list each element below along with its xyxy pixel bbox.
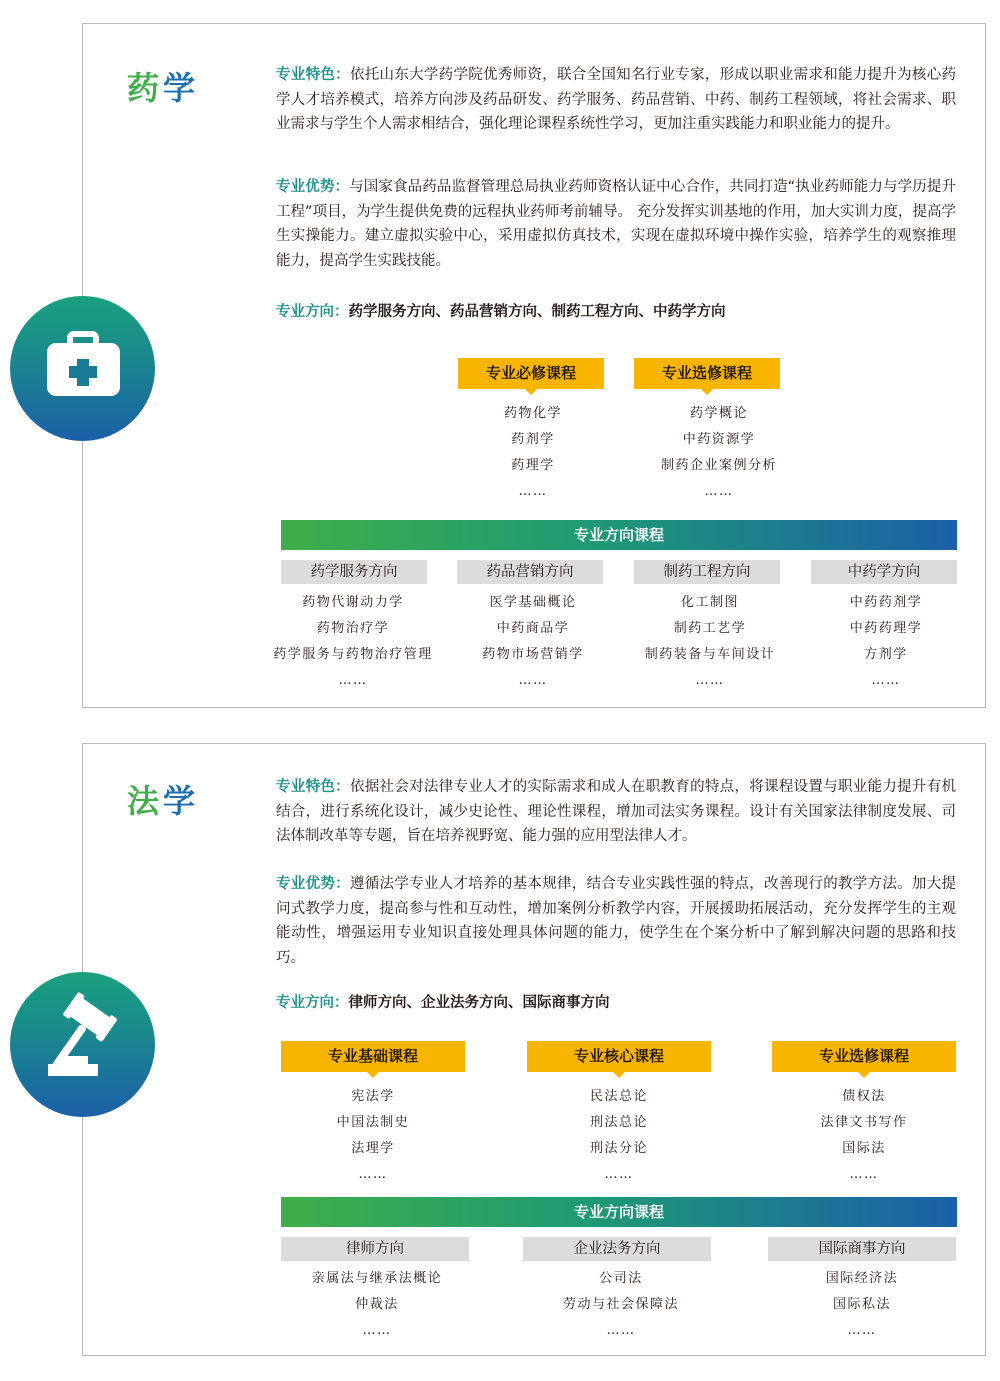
list-item: 药物化学 (503, 406, 562, 421)
list-item: 药理学 (511, 458, 555, 473)
list-item: 方剂学 (864, 647, 908, 662)
required-courses-list (458, 401, 608, 505)
direction-header: 制药工程方向 (634, 560, 780, 584)
list-item: 公司法 (599, 1271, 643, 1286)
pharmacy-badge (10, 296, 155, 441)
list-item: …… (362, 1323, 392, 1338)
list-item: 债权法 (842, 1089, 886, 1104)
list-item: …… (518, 484, 548, 499)
law-badge (10, 972, 155, 1117)
direction-label: 专业方向： (276, 304, 349, 320)
list-item: 药物治疗学 (316, 621, 390, 636)
basic-courses-list (281, 1084, 465, 1188)
pharmacy-direction (276, 300, 956, 325)
list-item: 国际经济法 (825, 1271, 899, 1286)
direction-course-list (768, 1266, 956, 1344)
feature-label: 专业特色： (276, 67, 350, 83)
list-item: 法理学 (351, 1141, 395, 1156)
list-item: …… (518, 673, 548, 688)
list-item: …… (606, 1323, 636, 1338)
list-item: 制药装备与车间设计 (644, 647, 776, 662)
list-item: …… (358, 1167, 388, 1182)
law-feature (276, 775, 956, 849)
list-item: 国际私法 (832, 1297, 891, 1312)
list-item: …… (338, 673, 368, 688)
elective-courses-header: 专业选修课程 (634, 358, 780, 389)
basic-courses-header: 专业基础课程 (281, 1041, 465, 1072)
list-item: 中药药剂学 (849, 595, 923, 610)
pharmacy-title (127, 63, 199, 109)
list-item: 医学基础概论 (489, 595, 577, 610)
advantage-text: 与国家食品药品监督管理总局执业药师资格认证中心合作，共同打造“执业药师能力与学历提升工程”项目，为学生提供免费的远程执业药师考前辅导。 充分发挥实训基地的作用，加大实训力度，提高学生实操能力。建立虚拟实验中心，采用虚拟仿真技术，实现在虚拟环境中操作实验，培养学生的观察推理能力，提高学生实践技能。 (276, 179, 957, 269)
list-item: …… (847, 1323, 877, 1338)
pharmacy-feature (276, 63, 956, 137)
list-item: 药物市场营销学 (482, 647, 584, 662)
feature-text: 依据社会对法律专业人才的实际需求和成人在职教育的特点，将课程设置与职业能力提升有机结合，进行系统化设计，减少史论性、理论性课程，增加司法实务课程。设计有关国家法律制度发展、司法体制改革等专题，旨在培养视野宽、能力强的应用型法律人才。 (276, 779, 957, 844)
list-item: 药学概论 (689, 406, 748, 421)
list-item: …… (695, 673, 725, 688)
list-item: …… (849, 1167, 879, 1182)
direction-header: 国际商事方向 (768, 1237, 956, 1261)
core-courses-list (527, 1084, 711, 1188)
list-item: 药学服务与药物治疗管理 (273, 647, 433, 662)
direction-header: 律师方向 (281, 1237, 469, 1261)
advantage-label: 专业优势： (276, 876, 350, 892)
elective-courses-header: 专业选修课程 (772, 1041, 956, 1072)
list-item: 亲属法与继承法概论 (311, 1271, 443, 1286)
direction-courses-bar: 专业方向课程 (281, 1197, 957, 1227)
list-item: …… (871, 673, 901, 688)
elective-courses-list (772, 1084, 956, 1188)
list-item: …… (704, 484, 734, 499)
list-item: 仲裁法 (355, 1297, 399, 1312)
title-char-2: 学 (163, 69, 200, 107)
list-item: 化工制图 (680, 595, 739, 610)
list-item: 宪法学 (351, 1089, 395, 1104)
list-item: 劳动与社会保障法 (562, 1297, 679, 1312)
title-char-1: 药 (127, 69, 164, 107)
medical-kit-icon (10, 296, 155, 441)
list-item: 国际法 (842, 1141, 886, 1156)
direction-text: 药学服务方向、药品营销方向、制药工程方向、中药学方向 (348, 304, 726, 320)
list-item: 中药商品学 (496, 621, 570, 636)
list-item: 中国法制史 (336, 1115, 410, 1130)
direction-course-list (447, 590, 619, 694)
direction-course-list (523, 1266, 719, 1344)
list-item: 药物代谢动力学 (302, 595, 404, 610)
list-item: 刑法总论 (589, 1115, 648, 1130)
list-item: 中药药理学 (849, 621, 923, 636)
core-courses-header: 专业核心课程 (527, 1041, 711, 1072)
feature-text: 依托山东大学药学院优秀师资，联合全国知名行业专家，形成以职业需求和能力提升为核心药学人才培养模式，培养方向涉及药品研发、药学服务、药品营销、中药、制药工程领域，将社会需求、职业需求与学生个人需求相结合，强化理论课程系统性学习，更加注重实践能力和职业能力的提升。 (276, 67, 957, 132)
direction-header: 企业法务方向 (523, 1237, 711, 1261)
law-direction (276, 991, 956, 1016)
gavel-icon (10, 972, 155, 1117)
list-item: 药剂学 (511, 432, 555, 447)
direction-course-list (620, 590, 800, 694)
list-item: 制药企业案例分析 (660, 458, 777, 473)
list-item: 民法总论 (589, 1089, 648, 1104)
list-item: 法律文书写作 (820, 1115, 908, 1130)
title-char-2: 学 (163, 782, 200, 820)
advantage-text: 遵循法学专业人才培养的基本规律，结合专业实践性强的特点，改善现行的教学方法。加大提问式教学力度，提高参与性和互动性，增加案例分析教学内容，开展援助拓展活动，充分发挥学生的主观能动性，增强运用专业知识直接处理具体问题的能力，使学生在个案分析中了解到解决问题的思路和技巧。 (276, 876, 957, 966)
direction-header: 药品营销方向 (457, 560, 603, 584)
list-item: …… (604, 1167, 634, 1182)
feature-label: 专业特色： (276, 779, 350, 795)
direction-text: 律师方向、企业法务方向、国际商事方向 (348, 995, 610, 1011)
elective-courses-list (634, 401, 804, 505)
direction-course-list (281, 1266, 473, 1344)
title-char-1: 法 (127, 782, 164, 820)
required-courses-header: 专业必修课程 (458, 358, 604, 389)
direction-label: 专业方向： (276, 995, 349, 1011)
direction-course-list (258, 590, 448, 694)
list-item: 中药资源学 (682, 432, 756, 447)
law-title (127, 776, 199, 822)
direction-header: 药学服务方向 (281, 560, 427, 584)
advantage-label: 专业优势： (276, 179, 350, 195)
direction-course-list (811, 590, 961, 694)
pharmacy-advantage (276, 175, 956, 273)
law-advantage (276, 872, 956, 970)
list-item: 制药工艺学 (673, 621, 747, 636)
direction-courses-bar: 专业方向课程 (281, 520, 957, 550)
list-item: 刑法分论 (589, 1141, 648, 1156)
direction-header: 中药学方向 (811, 560, 957, 584)
